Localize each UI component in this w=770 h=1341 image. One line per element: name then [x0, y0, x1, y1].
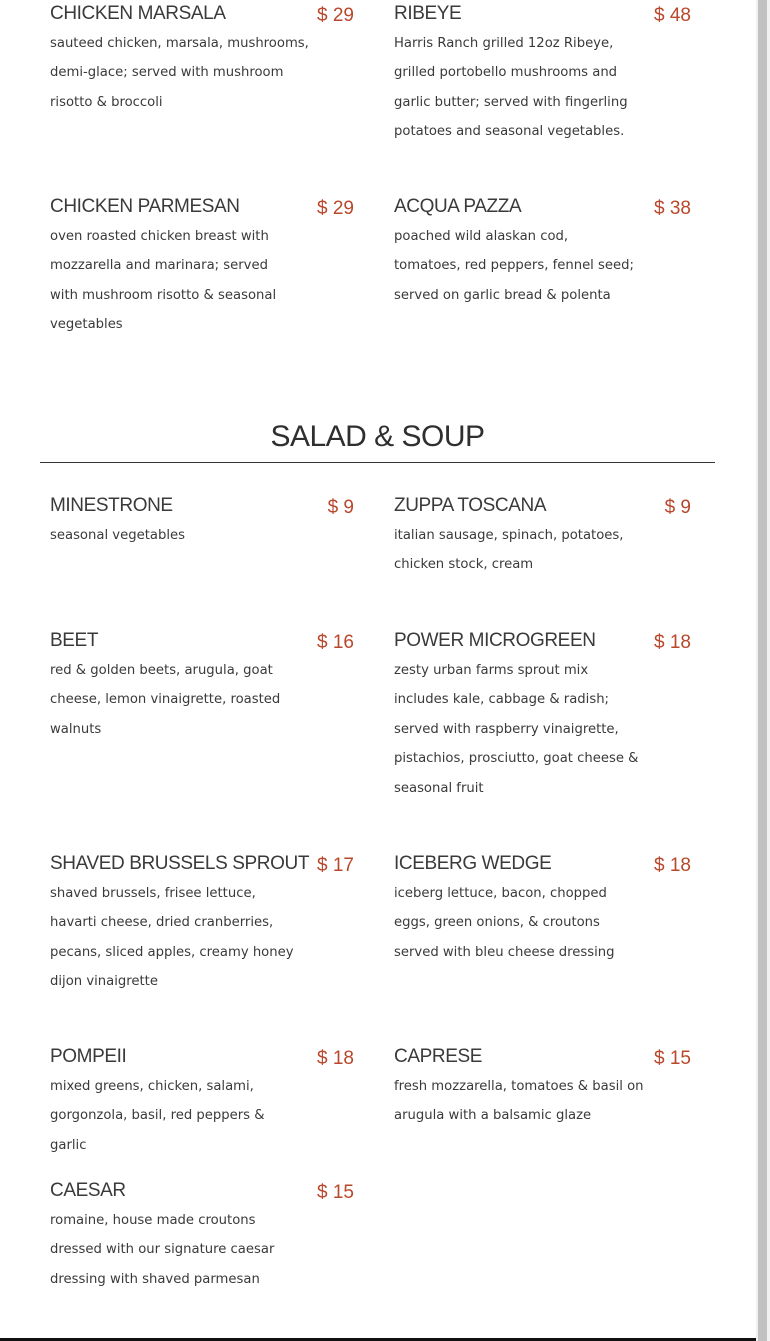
- item-description: zesty urban farms sprout mix includes kale, cabbage & radish; served with raspberry vinaigrette, pistachios, prosciutto, goat cheese & seasonal fruit: [394, 663, 639, 796]
- item-name: CHICKEN PARMESAN: [50, 196, 240, 217]
- item-description: italian sausage, spinach, potatoes, chicken stock, cream: [394, 528, 624, 573]
- item-price: $ 17: [317, 855, 354, 876]
- item-price: $ 29: [317, 5, 354, 26]
- item-name: ICEBERG WEDGE: [394, 853, 552, 874]
- scrollbar[interactable]: [756, 0, 770, 1341]
- item-name: SHAVED BRUSSELS SPROUT: [50, 853, 310, 874]
- item-price: $ 16: [317, 632, 354, 653]
- item-description: iceberg lettuce, bacon, chopped eggs, green onions, & croutons served with bleu cheese dressing: [394, 886, 615, 960]
- section-divider: [40, 462, 715, 463]
- item-price: $ 15: [654, 1048, 691, 1069]
- item-description: fresh mozzarella, tomatoes & basil on arugula with a balsamic glaze: [394, 1079, 644, 1124]
- item-price: $ 18: [654, 855, 691, 876]
- item-price: $ 9: [327, 497, 354, 518]
- item-description: Harris Ranch grilled 12oz Ribeye, grilled portobello mushrooms and garlic butter; served with fingerling potatoes and seasonal vegetables.: [394, 36, 628, 140]
- item-name: RIBEYE: [394, 3, 462, 24]
- item-description: romaine, house made croutons dressed with our signature caesar dressing with shaved parmesan: [50, 1213, 275, 1287]
- item-description: sauteed chicken, marsala, mushrooms, demi-glace; served with mushroom risotto & broccoli: [50, 36, 309, 110]
- item-name: CAESAR: [50, 1180, 126, 1201]
- salad-soup-section: [40, 420, 715, 470]
- item-name: CHICKEN MARSALA: [50, 3, 226, 24]
- item-description: poached wild alaskan cod, tomatoes, red peppers, fennel seed; served on garlic bread & polenta: [394, 229, 634, 303]
- item-name: ZUPPA TOSCANA: [394, 495, 547, 516]
- item-price: $ 48: [654, 5, 691, 26]
- item-description: red & golden beets, arugula, goat cheese, lemon vinaigrette, roasted walnuts: [50, 663, 281, 737]
- item-name: ACQUA PAZZA: [394, 196, 522, 217]
- item-price: $ 18: [654, 632, 691, 653]
- item-price: $ 9: [664, 497, 691, 518]
- item-price: $ 38: [654, 198, 691, 219]
- item-name: POWER MICROGREEN: [394, 630, 596, 651]
- item-price: $ 15: [317, 1182, 354, 1203]
- item-price: $ 29: [317, 198, 354, 219]
- scrollbar-thumb[interactable]: [758, 0, 767, 1341]
- item-description: seasonal vegetables: [50, 528, 185, 543]
- item-description: mixed greens, chicken, salami, gorgonzola, basil, red peppers & garlic: [50, 1079, 265, 1153]
- item-name: POMPEII: [50, 1046, 127, 1067]
- item-name: MINESTRONE: [50, 495, 173, 516]
- item-name: CAPRESE: [394, 1046, 483, 1067]
- item-description: shaved brussels, frisee lettuce, havarti cheese, dried cranberries, pecans, sliced apples, creamy honey dijon vinaigrette: [50, 886, 294, 990]
- section-title: SALAD & SOUP: [270, 420, 485, 453]
- item-price: $ 18: [317, 1048, 354, 1069]
- item-name: BEET: [50, 630, 99, 651]
- item-description: oven roasted chicken breast with mozzarella and marinara; served with mushroom risotto & seasonal vegetables: [50, 229, 277, 333]
